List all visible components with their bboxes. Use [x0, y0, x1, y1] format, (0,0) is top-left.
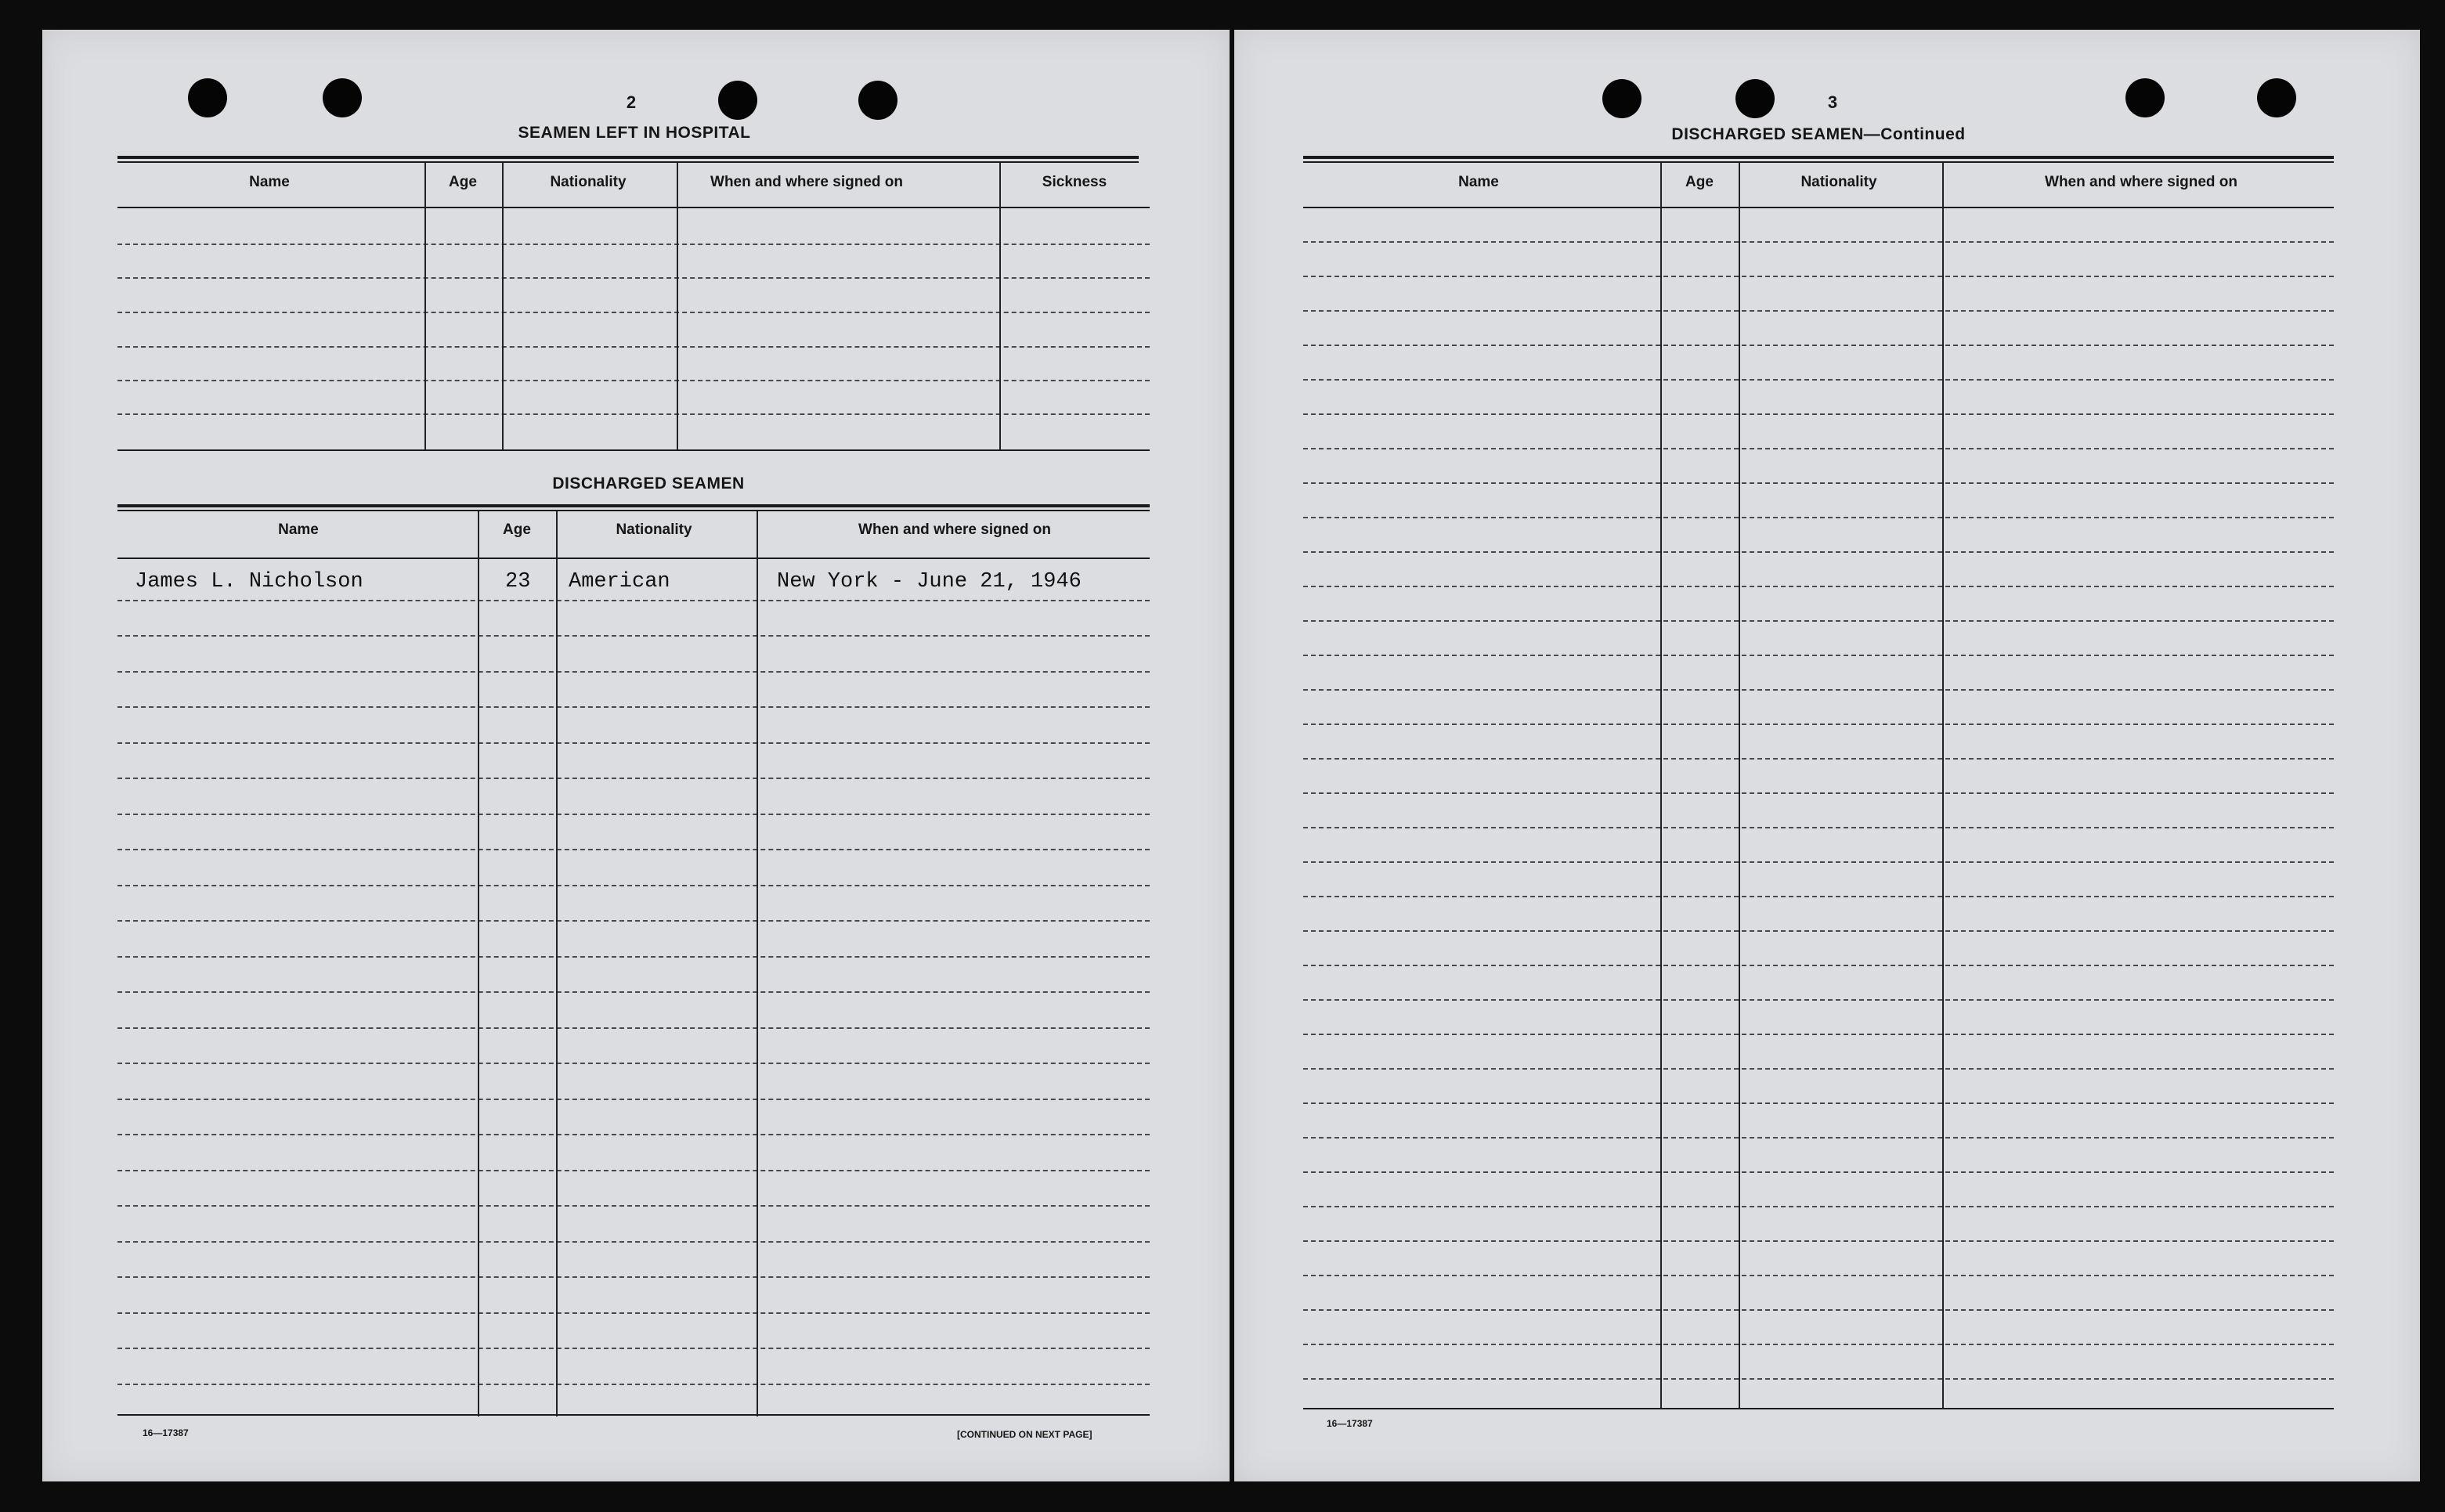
hospital-col-signed-on: When and where signed on: [710, 174, 903, 190]
seaman-age: 23: [505, 570, 531, 594]
hospital-col-age: Age: [449, 174, 477, 190]
hospital-col-sickness: Sickness: [1042, 174, 1107, 190]
continued-section-title: DISCHARGED SEAMEN—Continued: [1671, 125, 1966, 143]
punch-hole: [858, 81, 897, 120]
discharged-col-name: Name: [278, 521, 319, 538]
hospital-col-name: Name: [249, 174, 290, 190]
seaman-nationality: American: [569, 570, 670, 594]
continued-col-age: Age: [1685, 174, 1714, 190]
form-number: 16—17387: [143, 1427, 189, 1438]
punch-hole: [2257, 78, 2296, 117]
seaman-signed-on: New York - June 21, 1946: [777, 570, 1082, 594]
seaman-name: James L. Nicholson: [135, 570, 363, 594]
hospital-section-title: SEAMEN LEFT IN HOSPITAL: [518, 124, 751, 142]
continued-col-nationality: Nationality: [1800, 174, 1877, 190]
punch-hole: [323, 78, 362, 117]
page-number: 2: [626, 92, 637, 112]
hospital-col-nationality: Nationality: [550, 174, 627, 190]
punch-hole: [1602, 79, 1641, 118]
continued-note: [CONTINUED ON NEXT PAGE]: [957, 1429, 1092, 1440]
right-page: [1234, 30, 2420, 1481]
punch-hole: [718, 81, 757, 120]
discharged-col-signed-on: When and where signed on: [858, 521, 1051, 538]
form-number: 16—17387: [1327, 1418, 1373, 1429]
continued-col-name: Name: [1458, 174, 1499, 190]
discharged-section-title: DISCHARGED SEAMEN: [552, 475, 745, 493]
page-number: 3: [1827, 92, 1838, 112]
punch-hole: [188, 78, 227, 117]
discharged-col-nationality: Nationality: [616, 521, 692, 538]
punch-hole: [1735, 79, 1775, 118]
punch-hole: [2125, 78, 2165, 117]
left-page: [42, 30, 1230, 1481]
continued-col-signed-on: When and where signed on: [2045, 174, 2237, 190]
discharged-col-age: Age: [503, 521, 531, 538]
